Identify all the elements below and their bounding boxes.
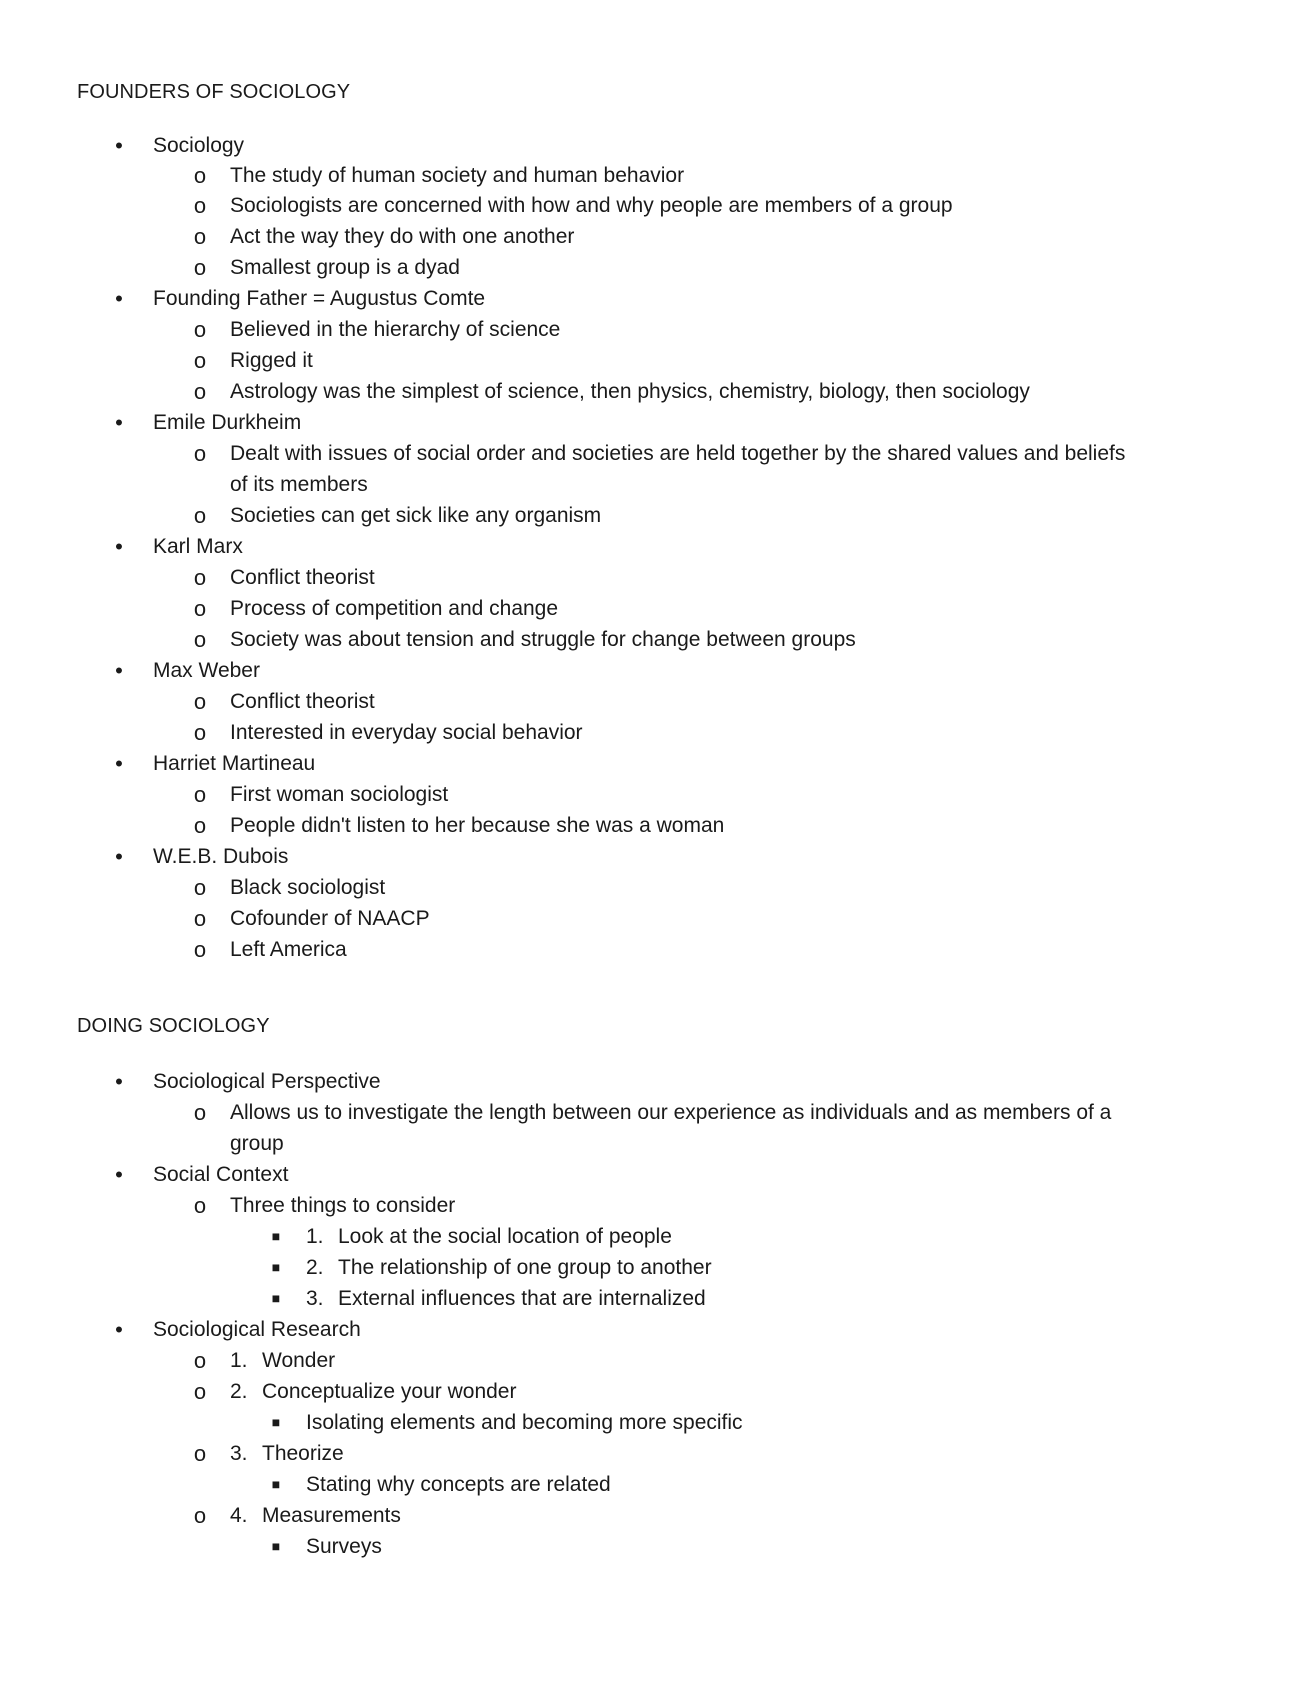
bullet-icon: • xyxy=(115,286,123,311)
circle-bullet-icon: o xyxy=(193,1348,207,1373)
circle-bullet-icon: o xyxy=(193,193,207,218)
item-label: Sociological Research xyxy=(153,1318,361,1341)
bullet-icon: • xyxy=(115,844,123,869)
sub-item-text: Theorize xyxy=(262,1442,344,1465)
item-label: Max Weber xyxy=(153,659,260,682)
sub-item-text: Allows us to investigate the length between our experience as individuals and as members of a xyxy=(230,1101,1112,1124)
sub-item-text: Dealt with issues of social order and societies are held together by the shared values and beliefs xyxy=(230,442,1126,465)
circle-bullet-icon: o xyxy=(193,720,207,745)
bullet-icon: • xyxy=(115,658,123,683)
sub-item-text: Black sociologist xyxy=(230,876,386,899)
sub-item-text: Three things to consider xyxy=(230,1194,456,1217)
sub-item-text: Believed in the hierarchy of science xyxy=(230,318,561,341)
circle-bullet-icon: o xyxy=(193,1193,207,1218)
bullet-icon: • xyxy=(115,1162,123,1187)
square-bullet-icon: ■ xyxy=(271,1228,281,1244)
square-bullet-icon: ■ xyxy=(271,1476,281,1492)
square-bullet-icon: ■ xyxy=(271,1290,281,1306)
sub-item-text: Process of competition and change xyxy=(230,597,559,620)
item-label: Harriet Martineau xyxy=(153,752,316,775)
circle-bullet-icon: o xyxy=(193,255,207,280)
section-heading: DOING SOCIOLOGY xyxy=(77,1015,270,1037)
circle-bullet-icon: o xyxy=(193,441,207,466)
circle-bullet-icon: o xyxy=(193,782,207,807)
circle-bullet-icon: o xyxy=(193,689,207,714)
circle-bullet-icon: o xyxy=(193,906,207,931)
circle-bullet-icon: o xyxy=(193,503,207,528)
square-bullet-icon: ■ xyxy=(271,1259,281,1275)
circle-bullet-icon: o xyxy=(193,937,207,962)
circle-bullet-icon: o xyxy=(193,379,207,404)
square-bullet-icon: ■ xyxy=(271,1538,281,1554)
sub-sub-item-text: The relationship of one group to another xyxy=(338,1256,712,1279)
item-number: 1. xyxy=(230,1349,248,1372)
sub-sub-item-text: Isolating elements and becoming more specific xyxy=(306,1411,743,1434)
sub-item-text: Left America xyxy=(230,938,347,961)
sub-item-text: Conceptualize your wonder xyxy=(262,1380,517,1403)
item-label: Karl Marx xyxy=(153,535,243,558)
sub-item-text: Society was about tension and struggle for change between groups xyxy=(230,628,856,651)
item-number: 3. xyxy=(306,1287,324,1310)
bullet-icon: • xyxy=(115,1317,123,1342)
item-label: W.E.B. Dubois xyxy=(153,845,289,868)
sub-item-text: Rigged it xyxy=(230,349,313,372)
square-bullet-icon: ■ xyxy=(271,1414,281,1430)
circle-bullet-icon: o xyxy=(193,596,207,621)
circle-bullet-icon: o xyxy=(193,875,207,900)
bullet-icon: • xyxy=(115,1069,123,1094)
circle-bullet-icon: o xyxy=(193,317,207,342)
circle-bullet-icon: o xyxy=(193,224,207,249)
sub-sub-item-text: External influences that are internalized xyxy=(338,1287,706,1310)
circle-bullet-icon: o xyxy=(193,348,207,373)
sub-sub-item-text: Look at the social location of people xyxy=(338,1225,672,1248)
item-number: 1. xyxy=(306,1225,324,1248)
sub-item-text: Interested in everyday social behavior xyxy=(230,721,583,744)
sub-item-text: The study of human society and human behavior xyxy=(230,164,685,187)
sub-item-text: Sociologists are concerned with how and why people are members of a group xyxy=(230,194,953,217)
item-label: Sociology xyxy=(153,134,245,157)
sub-item-text: of its members xyxy=(230,473,368,496)
sub-item-text: Conflict theorist xyxy=(230,690,375,713)
bullet-icon: • xyxy=(115,751,123,776)
sub-sub-item-text: Stating why concepts are related xyxy=(306,1473,611,1496)
circle-bullet-icon: o xyxy=(193,1379,207,1404)
item-label: Sociological Perspective xyxy=(153,1070,381,1093)
sub-item-text: People didn't listen to her because she was a woman xyxy=(230,814,725,837)
item-number: 2. xyxy=(230,1380,248,1403)
sub-item-text: Conflict theorist xyxy=(230,566,375,589)
circle-bullet-icon: o xyxy=(193,565,207,590)
item-label: Social Context xyxy=(153,1163,289,1186)
circle-bullet-icon: o xyxy=(193,163,207,188)
sub-item-text: Societies can get sick like any organism xyxy=(230,504,602,527)
sub-item-text: First woman sociologist xyxy=(230,783,449,806)
item-number: 3. xyxy=(230,1442,248,1465)
sub-item-text: Cofounder of NAACP xyxy=(230,907,430,930)
circle-bullet-icon: o xyxy=(193,1100,207,1125)
bullet-icon: • xyxy=(115,534,123,559)
section-heading: FOUNDERS OF SOCIOLOGY xyxy=(77,81,351,103)
circle-bullet-icon: o xyxy=(193,813,207,838)
circle-bullet-icon: o xyxy=(193,627,207,652)
bullet-icon: • xyxy=(115,410,123,435)
circle-bullet-icon: o xyxy=(193,1441,207,1466)
sub-item-text: Act the way they do with one another xyxy=(230,225,575,248)
item-number: 4. xyxy=(230,1504,248,1527)
sub-item-text: Smallest group is a dyad xyxy=(230,256,460,279)
sub-item-text: Measurements xyxy=(262,1504,401,1527)
item-label: Founding Father = Augustus Comte xyxy=(153,287,486,310)
sub-item-text: Astrology was the simplest of science, then physics, chemistry, biology, then sociology xyxy=(230,380,1030,403)
sub-item-text: group xyxy=(230,1132,284,1155)
item-number: 2. xyxy=(306,1256,324,1279)
sub-sub-item-text: Surveys xyxy=(306,1535,382,1558)
sub-item-text: Wonder xyxy=(262,1349,336,1372)
item-label: Emile Durkheim xyxy=(153,411,302,434)
bullet-icon: • xyxy=(115,133,123,158)
circle-bullet-icon: o xyxy=(193,1503,207,1528)
